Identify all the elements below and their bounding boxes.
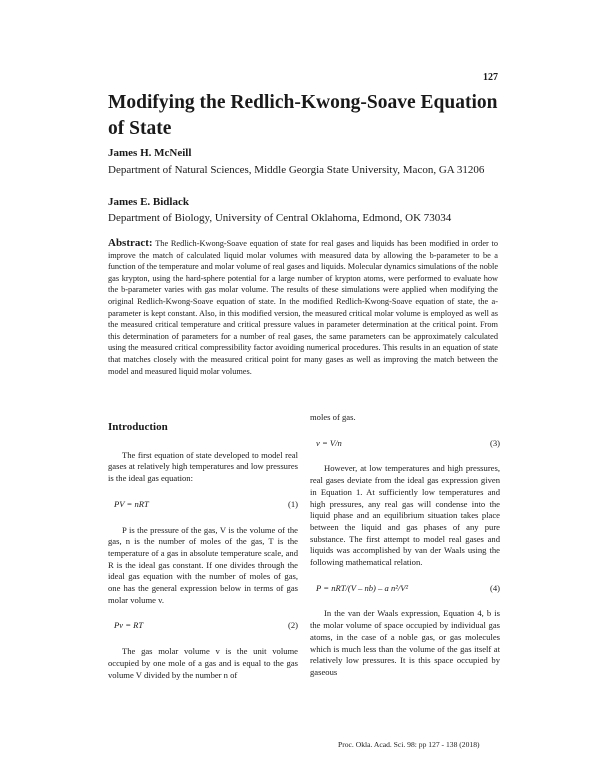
page-number: 127 (483, 72, 498, 83)
paragraph: The first equation of state developed to model real gases at relatively high temperatures and low pressures is the ideal gas equation: (108, 449, 298, 484)
equation-number: (2) (287, 620, 298, 631)
paragraph: In the van der Waals expression, Equation 4, b is the molar volume of space occupied by individual gas atoms, in the case of a noble gas, or gas molecules which is much less than the volume of the gas itself at relatively low pressures. It is this space occupied by gaseous (310, 608, 500, 677)
equation-1 (108, 499, 298, 511)
equation-number: (4) (489, 582, 500, 593)
paragraph: However, at low temperatures and high pressures, real gases deviate from the ideal gas expression given in Equation 1. At sufficiently low temperatures and high pressures, any real gas will condense into the liquid phase and an equilibrium situation takes place between the liquid and gas phases of any pure substance. The first attempt to model real gases and liquids was accomplished by van der Waals using the following mathematical relation. (310, 463, 500, 568)
abstract-label: Abstract: (108, 237, 153, 249)
equation-number: (1) (287, 498, 298, 509)
equation-2 (108, 620, 298, 632)
equation-3 (310, 438, 500, 450)
author-affiliation: Department of Biology, University of Central Oklahoma, Edmond, OK 73034 (108, 212, 452, 224)
equation-expression: v = V/n (316, 437, 342, 448)
paragraph: The gas molar volume v is the unit volume occupied by one mole of a gas and is equal to the gas volume V divided by the number n of (108, 646, 298, 680)
paragraph: moles of gas. (310, 412, 356, 422)
author-name: James E. Bidlack (108, 196, 189, 208)
journal-footer: Proc. Okla. Acad. Sci. 98: pp 127 - 138 (2018) (338, 740, 480, 749)
right-column (310, 412, 500, 679)
author-affiliation: Department of Natural Sciences, Middle Georgia State University, Macon, GA 31206 (108, 164, 485, 176)
left-column (108, 414, 298, 681)
article-title: Modifying the Redlich-Kwong-Soave Equation of State (108, 92, 498, 139)
equation-number: (3) (489, 437, 500, 448)
equation-4 (310, 583, 500, 595)
equation-expression: P = nRT/(V – nb) – a n²/V² (316, 582, 409, 593)
equation-expression: PV = nRT (114, 498, 149, 509)
abstract (108, 238, 498, 377)
author-name: James H. McNeill (108, 147, 192, 159)
equation-expression: Pv = RT (114, 620, 144, 631)
section-heading: Introduction (108, 421, 168, 433)
paragraph: P is the pressure of the gas, V is the volume of the gas, n is the number of moles of the gas, T is the temperature of a gas in absolute temperature scale, and R is the ideal gas constant. If one divides through the ideal gas equation with the number of moles of gas, one has the general expression below in terms of gas molar volume v. (108, 524, 298, 605)
abstract-text: The Redlich-Kwong-Soave equation of state for real gases and liquids has been modified in order to improve the match of calculated liquid molar volumes with measured data by allowing the b-parameter to be a function of the temperature and molar volume of real gases and liquids. Molecular dynamics simulations of the noble gas krypton, using the hard-sphere potential for a large number of krypton atoms, were performed to evaluate how the b-parameter varies with gas molar volume. The results of these simulations were applied when modifying the original Redlich-Kwong-Soave equation of state. In the modified Redlich-Kwong-Soave equation of state, the a-parameter is kept constant. Also, in this modified version, the measured critical molar volume is employed as well as the measured critical temperature and critical pressure values in parameter determination at the critical point. From this determination of parameters for a number of real gases, the same parameters can be approximately calculated using the measured critical compressibility factor avoiding numerical procedures. This results in an equation of state that matches closely with the measured critical point for many gases as well as improving the match between the model and measured liquid molar volumes. (108, 239, 498, 376)
